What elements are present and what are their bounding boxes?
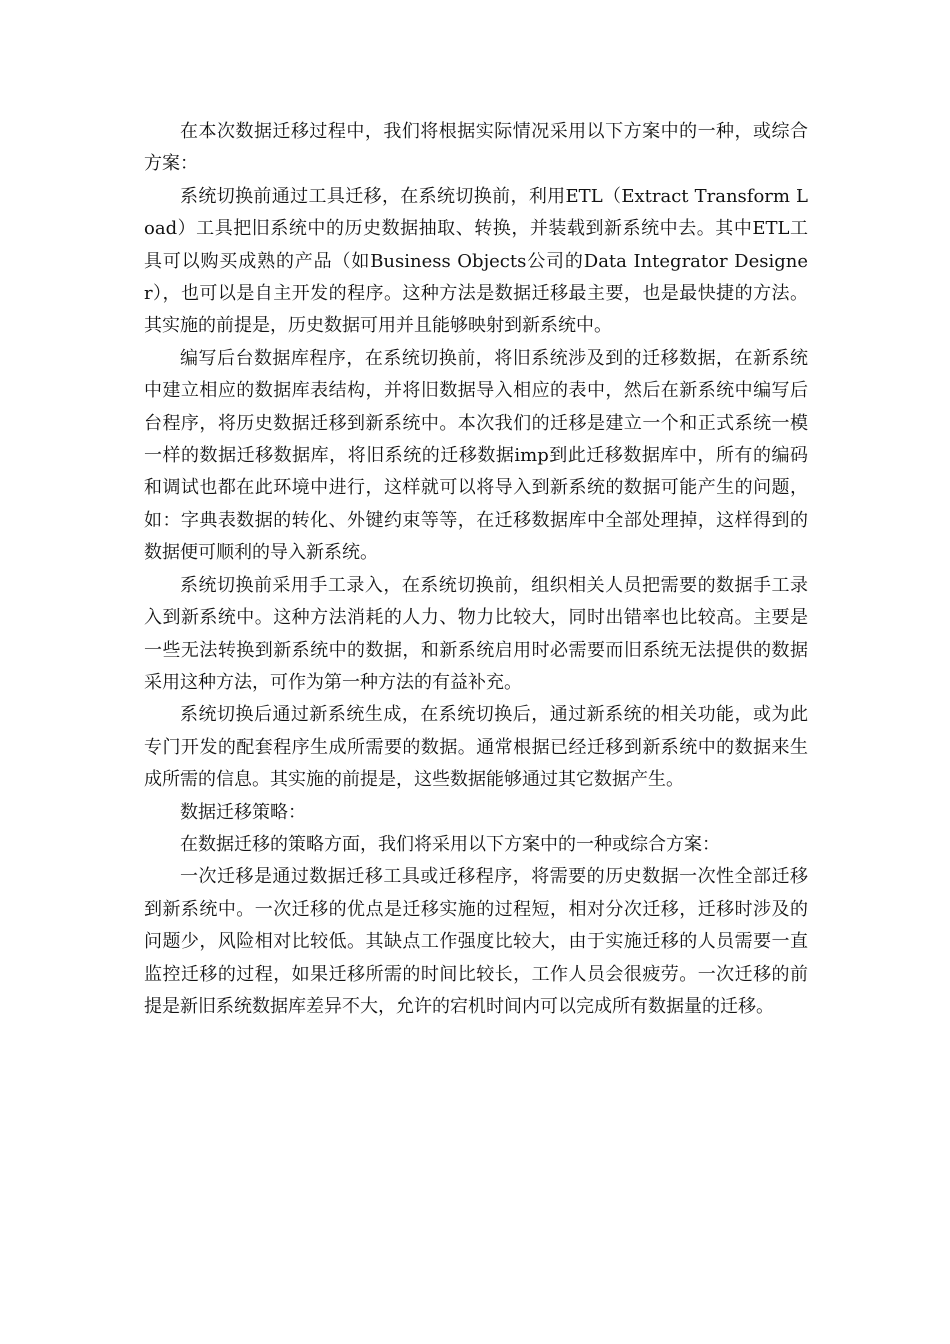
document-body bbox=[144, 116, 808, 1023]
paragraph-one-time-migration: 一次迁移是通过数据迁移工具或迁移程序，将需要的历史数据一次性全部迁移到新系统中。一次迁移的优点是迁移实施的过程短，相对分次迁移，迁移时涉及的问题少，风险相对比较低。其缺点工作强度比较大，由于实施迁移的人员需要一直监控迁移的过程，如果迁移所需的时间比较长，工作人员会很疲劳。一次迁移的前提是新旧系统数据库差异不大，允许的宕机时间内可以完成所有数据量的迁移。 bbox=[144, 866, 808, 1017]
paragraph-etl-tool-migration: 系统切换前通过工具迁移，在系统切换前，利用ETL（Extract Transform Load）工具把旧系统中的历史数据抽取、转换，并装载到新系统中去。其中ETL工具可以购买成熟的产品（如Business Objects公司的Data Integrator Designer），也可以是自主开发的程序。这种方法是数据迁移最主要，也是最快捷的方法。其实施的前提是，历史数据可用并且能够映射到新系统中。 bbox=[144, 185, 808, 337]
paragraph-manual-entry: 系统切换前采用手工录入，在系统切换前，组织相关人员把需要的数据手工录入到新系统中。这种方法消耗的人力、物力比较大，同时出错率也比较高。主要是一些无法转换到新系统中的数据，和新系统启用时必需要而旧系统无法提供的数据采用这种方法，可作为第一种方法的有益补充。 bbox=[144, 574, 808, 693]
paragraph-new-system-generation: 系统切换后通过新系统生成，在系统切换后，通过新系统的相关功能，或为此专门开发的配套程序生成所需要的数据。通常根据已经迁移到新系统中的数据来生成所需的信息。其实施的前提是，这些数据能够通过其它数据产生。 bbox=[144, 704, 808, 791]
paragraph-intro: 在本次数据迁移过程中，我们将根据实际情况采用以下方案中的一种，或综合方案： bbox=[144, 121, 808, 175]
paragraph-strategy-intro: 在数据迁移的策略方面，我们将采用以下方案中的一种或综合方案： bbox=[180, 833, 720, 855]
heading-migration-strategy: 数据迁移策略： bbox=[180, 801, 306, 823]
paragraph-backend-program: 编写后台数据库程序，在系统切换前，将旧系统涉及到的迁移数据，在新系统中建立相应的数据库表结构，并将旧数据导入相应的表中，然后在新系统中编写后台程序，将历史数据迁移到新系统中。本次我们的迁移是建立一个和正式系统一模一样的数据迁移数据库，将旧系统的迁移数据imp到此迁移数据库中，所有的编码和调试也都在此环境中进行，这样就可以将导入到新系统的数据可能产生的问题，如：字典表数据的转化、外键约束等等，在迁移数据库中全部处理掉，这样得到的数据便可顺利的导入新系统。 bbox=[144, 347, 808, 564]
